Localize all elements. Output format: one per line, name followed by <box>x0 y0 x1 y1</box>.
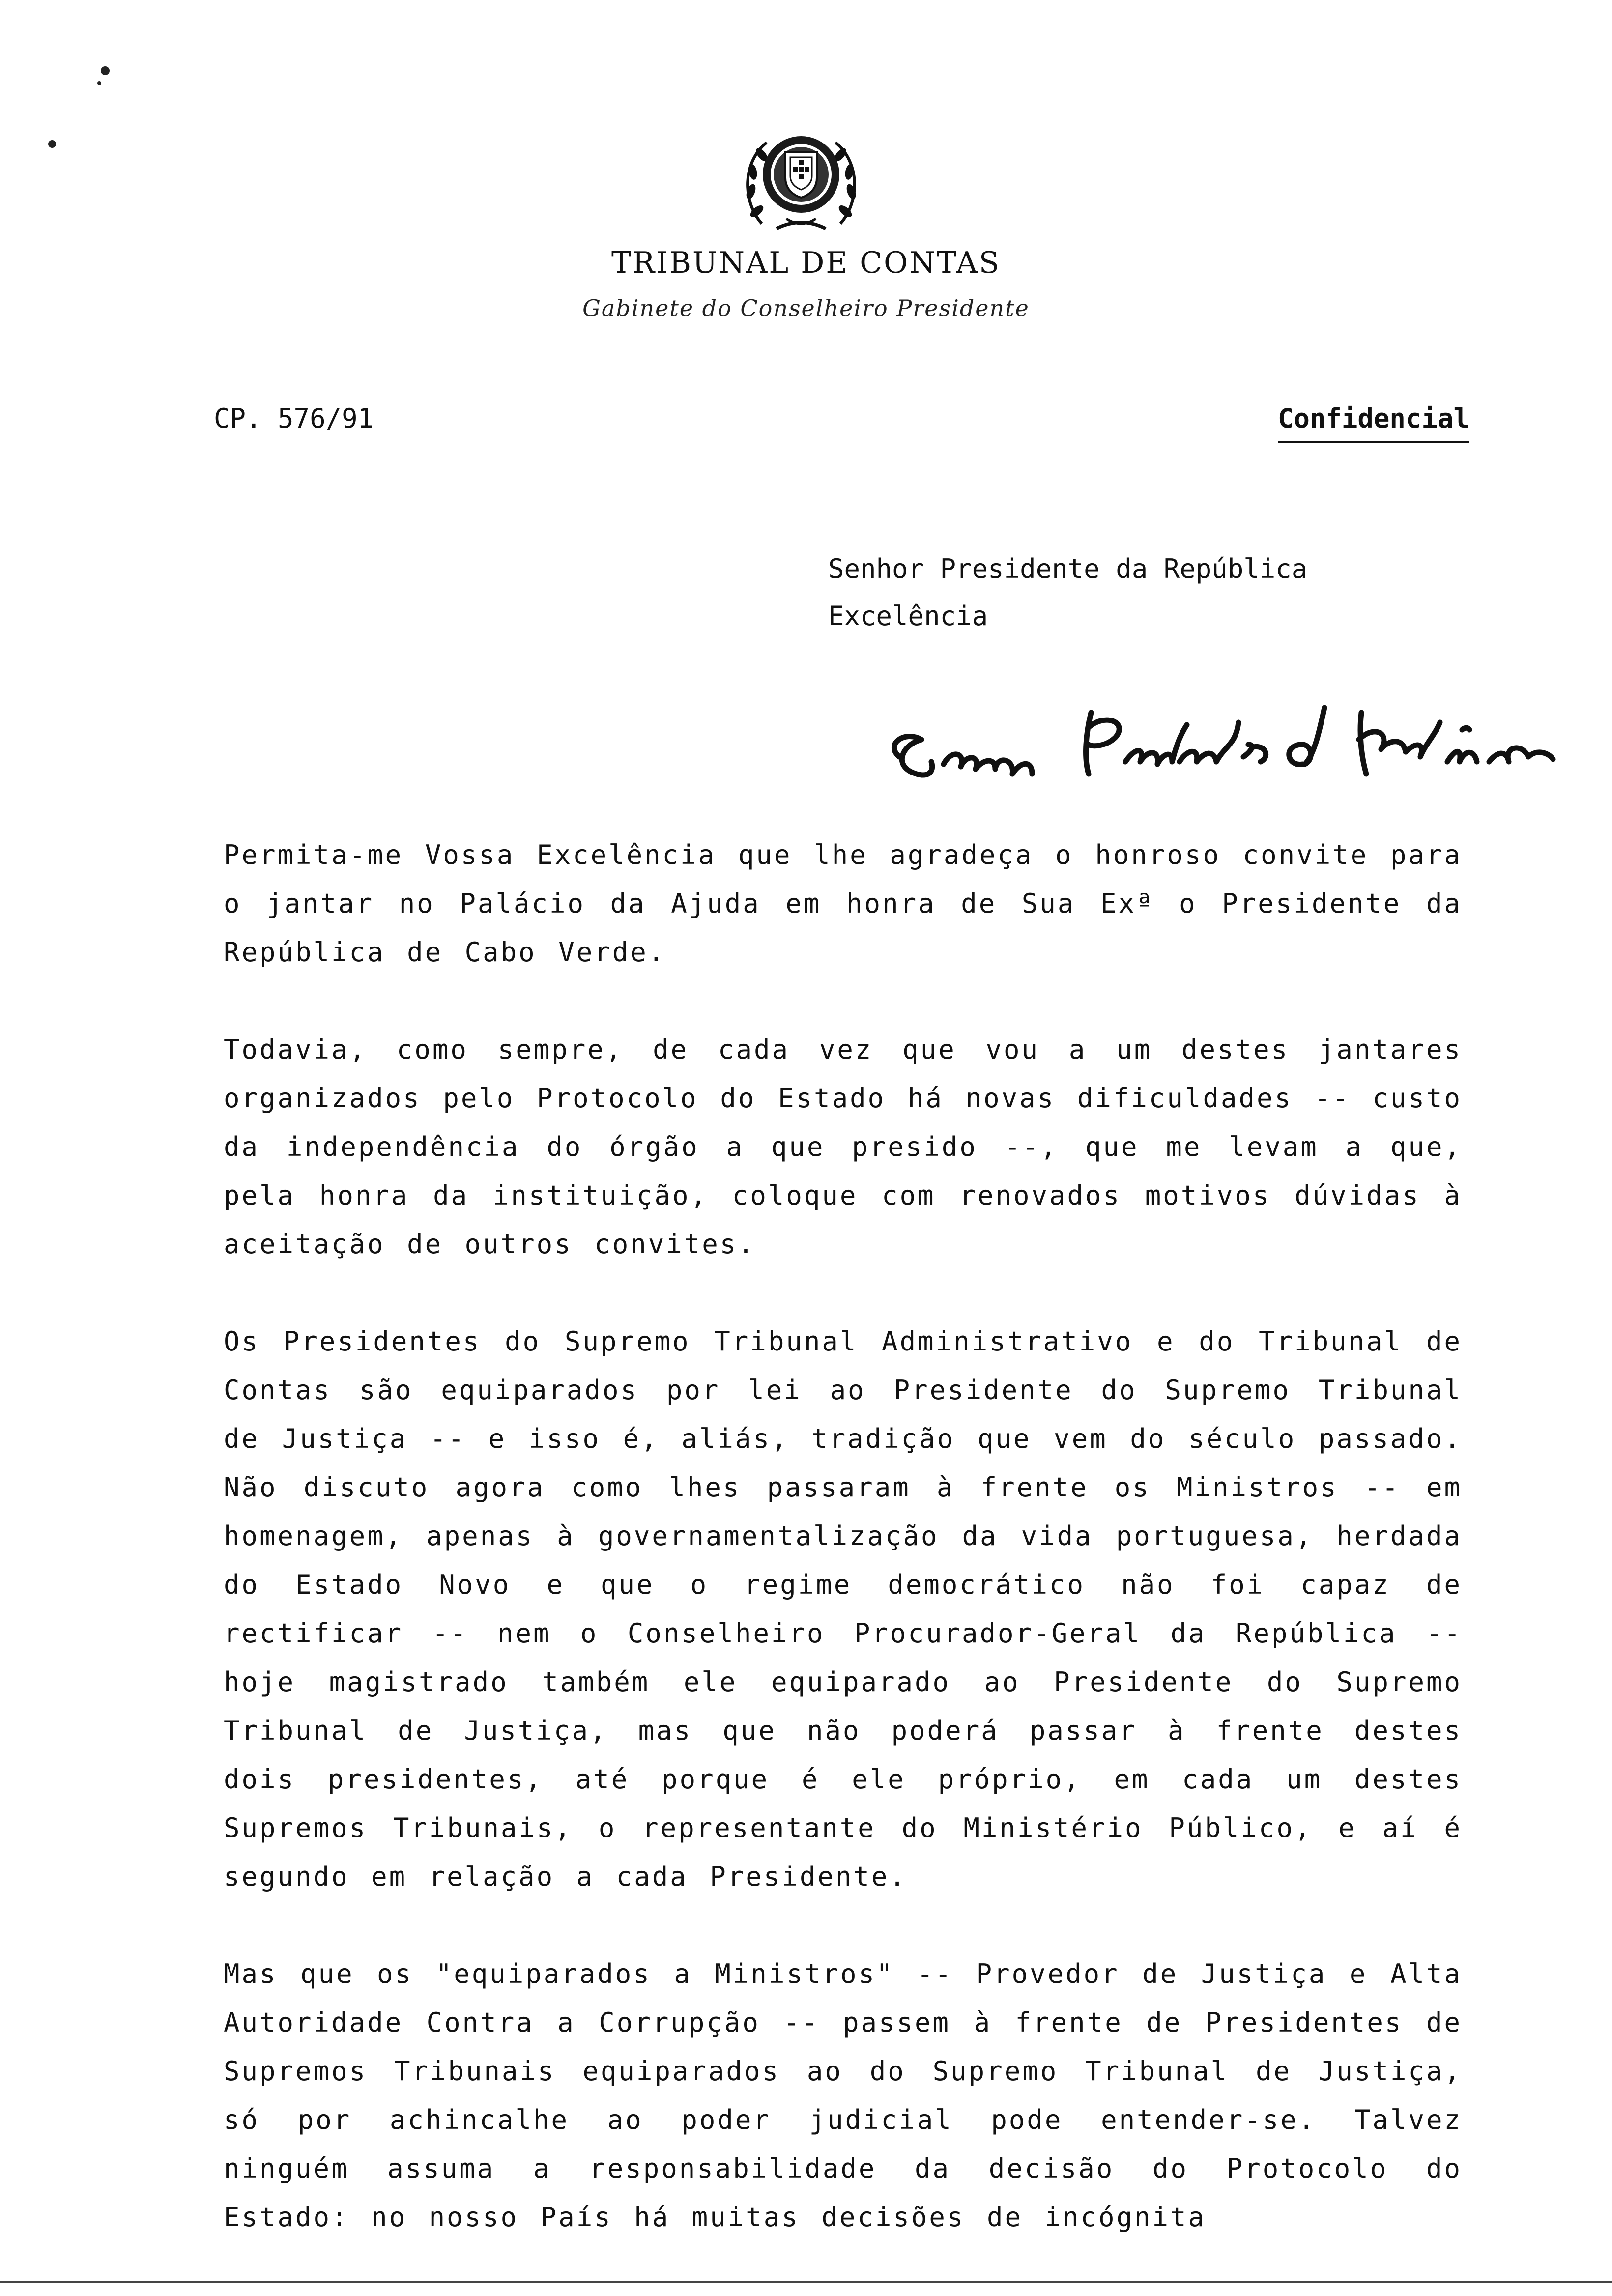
scan-speck <box>97 81 101 85</box>
paragraph-2: Todavia, como sempre, de cada vez que vou a um destes jantares organizados pelo Protocolo do Estado há novas dificuldades -- custo da independência do órgão a que presido --, que me levam a que, pela honra da instituição, coloque com renovados motivos dúvidas à aceitação de outros convites. <box>224 1034 1462 1260</box>
letterhead-department: Gabinete do Conselheiro Presidente <box>582 295 1030 321</box>
paragraph-3: Os Presidentes do Supremo Tribunal Administrativo e do Tribunal de Contas são equiparados por lei ao Presidente do Supremo Tribunal de Justiça -- e isso é, aliás, tradição que vem do século passado. Não discuto agora como lhes passaram à frente os Ministros -- em homenagem, apenas à governamentalização da vida portuguesa, herdada do Estado Novo e que o regime democrático não foi capaz de rectificar -- nem o Conselheiro Procurador-Geral da República -- hoje magistrado também ele equiparado ao Presidente do Supremo Tribunal de Justiça, mas que não poderá passar à frente destes dois presidentes, até porque é ele próprio, em cada um destes Supremos Tribunais, o representante do Ministério Público, e aí é segundo em relação a cada Presidente. <box>224 1326 1462 1892</box>
addressee-line-2: Excelência <box>828 601 988 631</box>
letterhead-organization: TRIBUNAL DE CONTAS <box>611 246 1001 280</box>
paragraph-1: Permita-me Vossa Excelência que lhe agradeça o honroso convite para o jantar no Palácio da Ajuda em honra de Sua Exª o Presidente da República de Cabo Verde. <box>224 839 1462 968</box>
addressee-line-1: Senhor Presidente da República <box>828 553 1308 584</box>
paragraph-4: Mas que os "equiparados a Ministros" -- Provedor de Justiça e Alta Autoridade Contra a Corrupção -- passem à frente de Presidentes de Supremos Tribunais equiparados ao do Supremo Tribunal de Justiça, só por achincalhe ao poder judicial pode entender-se. Talvez ninguém assuma a responsabilidade da decisão do Protocolo do Estado: no nosso País há muitas decisões de incógnita <box>224 1958 1462 2233</box>
scan-edge-divider <box>0 2281 1612 2283</box>
addressee-block <box>828 545 1307 640</box>
handwritten-salutation <box>865 683 1573 806</box>
confidential-label: Confidencial <box>1278 403 1469 443</box>
document-reference: CP. 576/91 <box>214 403 374 434</box>
coat-of-arms-icon <box>727 118 875 236</box>
letter-body <box>224 831 1462 2241</box>
scan-speck <box>48 140 56 148</box>
scan-speck <box>101 66 110 75</box>
